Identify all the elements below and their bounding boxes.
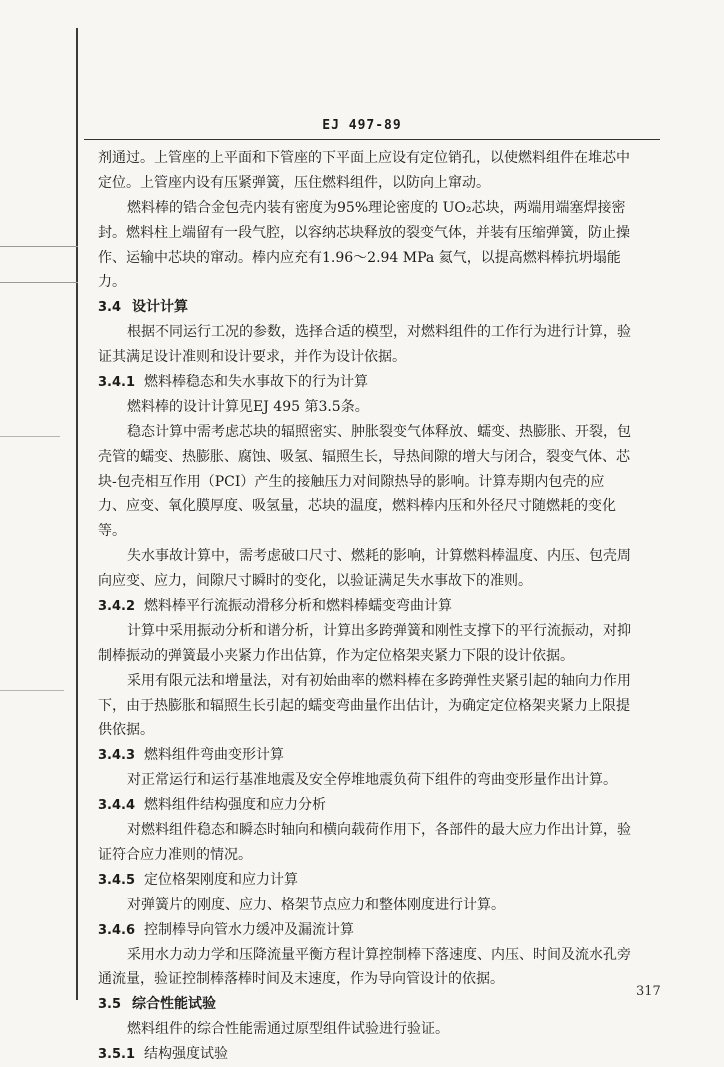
paragraph-line: 定位。上管座内设有压紧弹簧，压住燃料组件，以防向上窜动。 [98, 174, 490, 191]
section-heading [98, 992, 664, 1017]
header-rule [84, 139, 660, 140]
section-number: 3.5 [98, 997, 122, 1013]
page-number: 317 [636, 984, 661, 999]
paragraph-line: 计算中采用振动分析和谱分析，计算出多跨弹簧和刚性支撑下的平行流振动，对抑 [127, 622, 631, 639]
section-heading [98, 793, 664, 818]
paragraph-line: 封。燃料柱上端留有一段气腔，以容纳芯块释放的裂变气体，并装有压缩弹簧，防止操 [98, 224, 630, 241]
paragraph-line: 稳态计算中需考虑芯块的辐照密实、肿胀裂变气体释放、蠕变、热膨胀、开裂，包 [127, 423, 631, 440]
section-title: 设计计算 [132, 299, 188, 316]
paragraph-line: 证其满足设计准则和设计要求，并作为设计依据。 [98, 349, 406, 366]
section-title: 结构强度试验 [144, 1046, 228, 1063]
section-number: 3.4.6 [98, 922, 136, 938]
paragraph-line: 作、运输中芯块的窜动。棒内应充有1.96～2.94 MPa 氦气，以提高燃料棒抗坍塌能 [98, 249, 621, 266]
paragraph-line: 根据不同运行工况的参数，选择合适的模型，对燃料组件的工作行为进行计算，验 [127, 324, 631, 341]
section-number: 3.5.1 [98, 1047, 136, 1063]
section-title: 燃料组件弯曲变形计算 [144, 747, 284, 764]
section-heading [98, 1042, 664, 1067]
paragraph-line: 壳管的蠕变、热膨胀、腐蚀、吸氢、辐照生长，导热间隙的增大与闭合，裂变气体、芯 [98, 448, 630, 465]
section-heading [98, 918, 664, 943]
paragraph-line: 剂通过。上管座的上平面和下管座的下平面上应设有定位销孔，以使燃料组件在堆芯中 [98, 150, 630, 166]
section-title: 控制棒导向管水力缓冲及漏流计算 [144, 921, 354, 938]
margin-rule [0, 246, 78, 247]
paragraph-line: 燃料棒的锆合金包壳内装有密度为95%理论密度的 UO₂芯块，两端用端塞焊接密 [127, 199, 626, 216]
section-number: 3.4.3 [98, 748, 136, 764]
section-title: 燃料棒稳态和失水事故下的行为计算 [144, 374, 368, 391]
paragraph-line: 采用有限元法和增量法，对有初始曲率的燃料棒在多跨弹性夹紧引起的轴向力作用 [127, 672, 631, 689]
paragraph-line: 等。 [98, 523, 126, 540]
document-body [98, 146, 664, 1067]
section-heading [98, 295, 664, 320]
section-number: 3.4.1 [98, 375, 136, 391]
margin-rule [0, 690, 64, 691]
section-heading [98, 743, 664, 768]
margin-rule [0, 282, 78, 283]
section-title: 综合性能试验 [132, 996, 216, 1013]
paragraph-line: 采用水力动力学和压降流量平衡方程计算控制棒下落速度、内压、时间及流水孔旁 [127, 946, 631, 963]
paragraph-line: 对弹簧片的刚度、应力、格架节点应力和整体刚度进行计算。 [127, 896, 505, 913]
section-title: 燃料棒平行流振动滑移分析和燃料棒蠕变弯曲计算 [144, 598, 452, 615]
section-title: 燃料组件结构强度和应力分析 [144, 797, 326, 814]
paragraph-line: 燃料棒的设计计算见EJ 495 第3.5条。 [127, 398, 369, 415]
paragraph-line: 力。 [98, 274, 126, 291]
section-heading [98, 594, 664, 619]
paragraph-line: 向应变、应力，间隙尺寸瞬时的变化，以验证满足失水事故下的准则。 [98, 573, 532, 590]
paragraph-line: 制棒振动的弹簧最小夹紧力作出估算，作为定位格架夹紧力下限的设计依据。 [98, 647, 574, 664]
paragraph-line: 块-包壳相互作用（PCI）产生的接触压力对间隙热导的影响。计算寿期内包壳的应 [98, 473, 605, 490]
document-header: EJ 497-89 [322, 118, 402, 133]
paragraph-line: 通流量，验证控制棒落棒时间及末速度，作为导向管设计的依据。 [98, 971, 504, 988]
section-heading [98, 370, 664, 395]
section-number: 3.4.4 [98, 798, 136, 814]
section-number: 3.4.5 [98, 872, 136, 888]
section-number: 3.4.2 [98, 599, 136, 615]
paragraph-line: 证符合应力准则的情况。 [98, 846, 252, 863]
paragraph-line: 燃料组件的综合性能需通过原型组件试验进行验证。 [127, 1021, 449, 1038]
paragraph-line: 对燃料组件稳态和瞬态时轴向和横向载荷作用下，各部件的最大应力作出计算，验 [127, 822, 631, 839]
section-number: 3.4 [98, 300, 122, 316]
paragraph-line: 对正常运行和运行基准地震及安全停堆地震负荷下组件的弯曲变形量作出计算。 [127, 772, 617, 789]
paragraph-line: 力、应变、氧化膜厚度、吸氢量，芯块的温度，燃料棒内压和外径尺寸随燃耗的变化 [98, 498, 616, 515]
paragraph-line: 供依据。 [98, 722, 154, 739]
margin-rule [0, 436, 60, 437]
paragraph-line: 失水事故计算中，需考虑破口尺寸、燃耗的影响，计算燃料棒温度、内压、包壳周 [127, 548, 631, 565]
section-heading [98, 868, 664, 893]
section-title: 定位格架刚度和应力计算 [144, 871, 298, 888]
paragraph-line: 下，由于热膨胀和辐照生长引起的蠕变弯曲量作出估计，为确定定位格架夹紧力上限提 [98, 697, 630, 714]
binding-edge [76, 28, 78, 1000]
